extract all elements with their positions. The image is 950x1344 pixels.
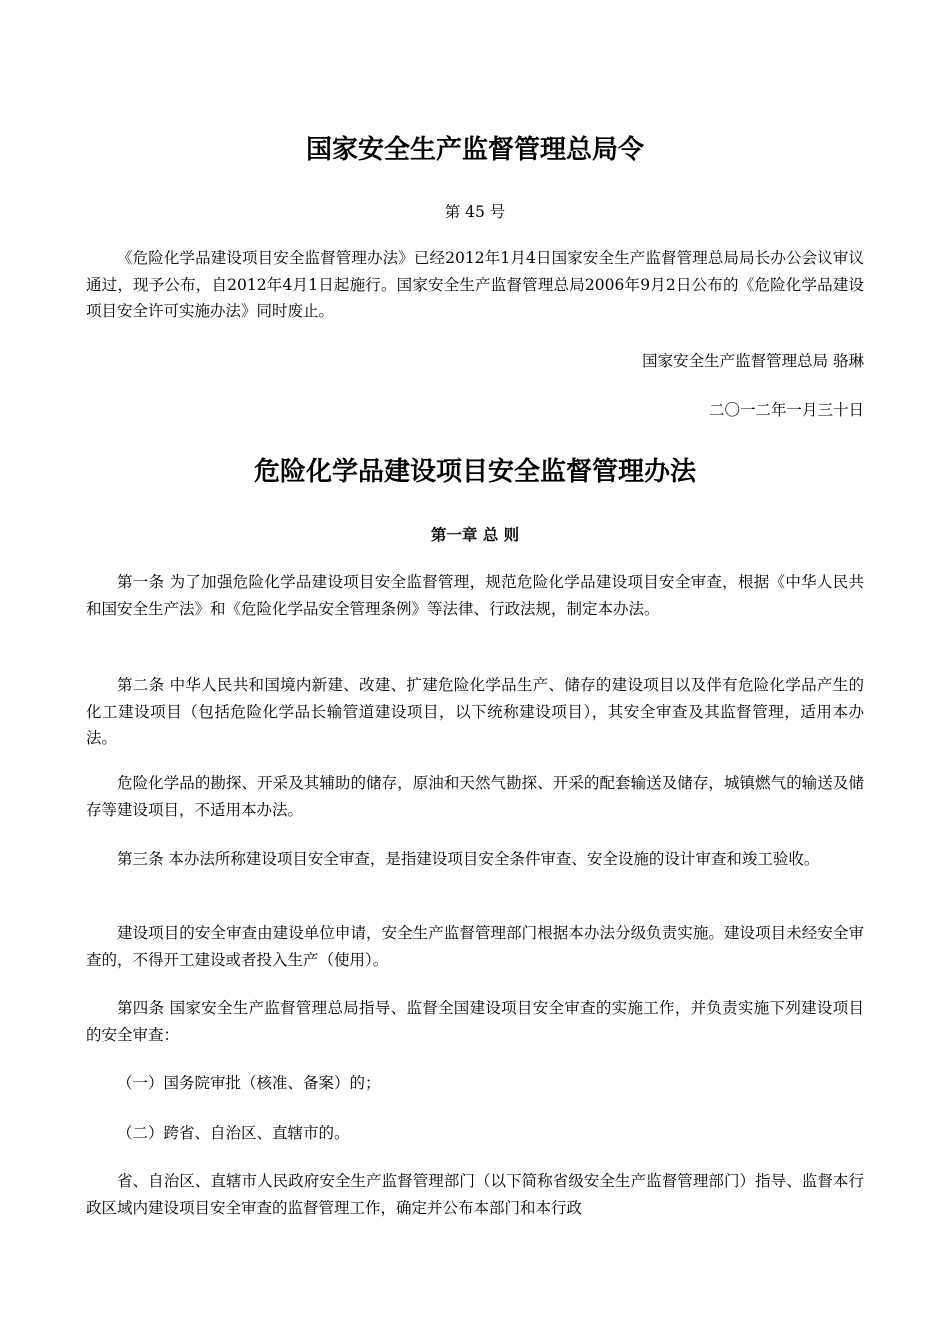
article-4: 第四条 国家安全生产监督管理总局指导、监督全国建设项目安全审查的实施工作，并负责实施下列建设项目的安全审查： [86,999,864,1044]
chapter-heading: 第一章 总 则 [430,525,520,544]
regulation-title: 危险化学品建设项目安全监督管理办法 [253,457,696,487]
article-1: 第一条 为了加强危险化学品建设项目安全监督管理，规范危险化学品建设项目安全审查，根据《中华人民共和国安全生产法》和《危险化学品安全管理条例》等法律、行政法规，制定本办法。 [86,573,864,618]
article-2: 第二条 中华人民共和国境内新建、改建、扩建危险化学品生产、储存的建设项目以及伴有危险化学品产生的化工建设项目（包括危险化学品长输管道建设项目，以下统称建设项目），其安全审查及其监督管理，适用本办法。 [86,676,864,747]
decree-intro-paragraph: 《危险化学品建设项目安全监督管理办法》已经2012年1月4日国家安全生产监督管理总局局长办公会议审议通过，现予公布，自2012年4月1日起施行。国家安全生产监督管理总局2006年9月2日公布的《危险化学品建设项目安全许可实施办法》同时废止。 [86,249,864,320]
decree-date: 二〇一二年一月三十日 [708,401,864,419]
article-3: 第三条 本办法所称建设项目安全审查，是指建设项目安全条件审查、安全设施的设计审查和竣工验收。 [117,850,820,868]
article-3-paragraph-2: 建设项目的安全审查由建设单位申请，安全生产监督管理部门根据本办法分级负责实施。建设项目未经安全审查的，不得开工建设或者投入生产（使用）。 [86,924,864,969]
article-4-paragraph-2: 省、自治区、直辖市人民政府安全生产监督管理部门（以下简称省级安全生产监督管理部门）指导、监督本行政区域内建设项目安全审查的监督管理工作，确定并公布本部门和本行政 [86,1172,864,1217]
decree-signature: 国家安全生产监督管理总局 骆琳 [642,352,864,370]
article-2-paragraph-2: 危险化学品的勘探、开采及其辅助的储存，原油和天然气勘探、开采的配套输送及储存，城镇燃气的输送及储存等建设项目，不适用本办法。 [86,774,864,819]
article-4-item-1: （一）国务院审批（核准、备案）的； [117,1074,381,1092]
decree-number: 第 45 号 [444,203,506,221]
decree-title: 国家安全生产监督管理总局令 [305,135,644,165]
article-4-item-2: （二）跨省、自治区、直辖市的。 [117,1124,350,1142]
